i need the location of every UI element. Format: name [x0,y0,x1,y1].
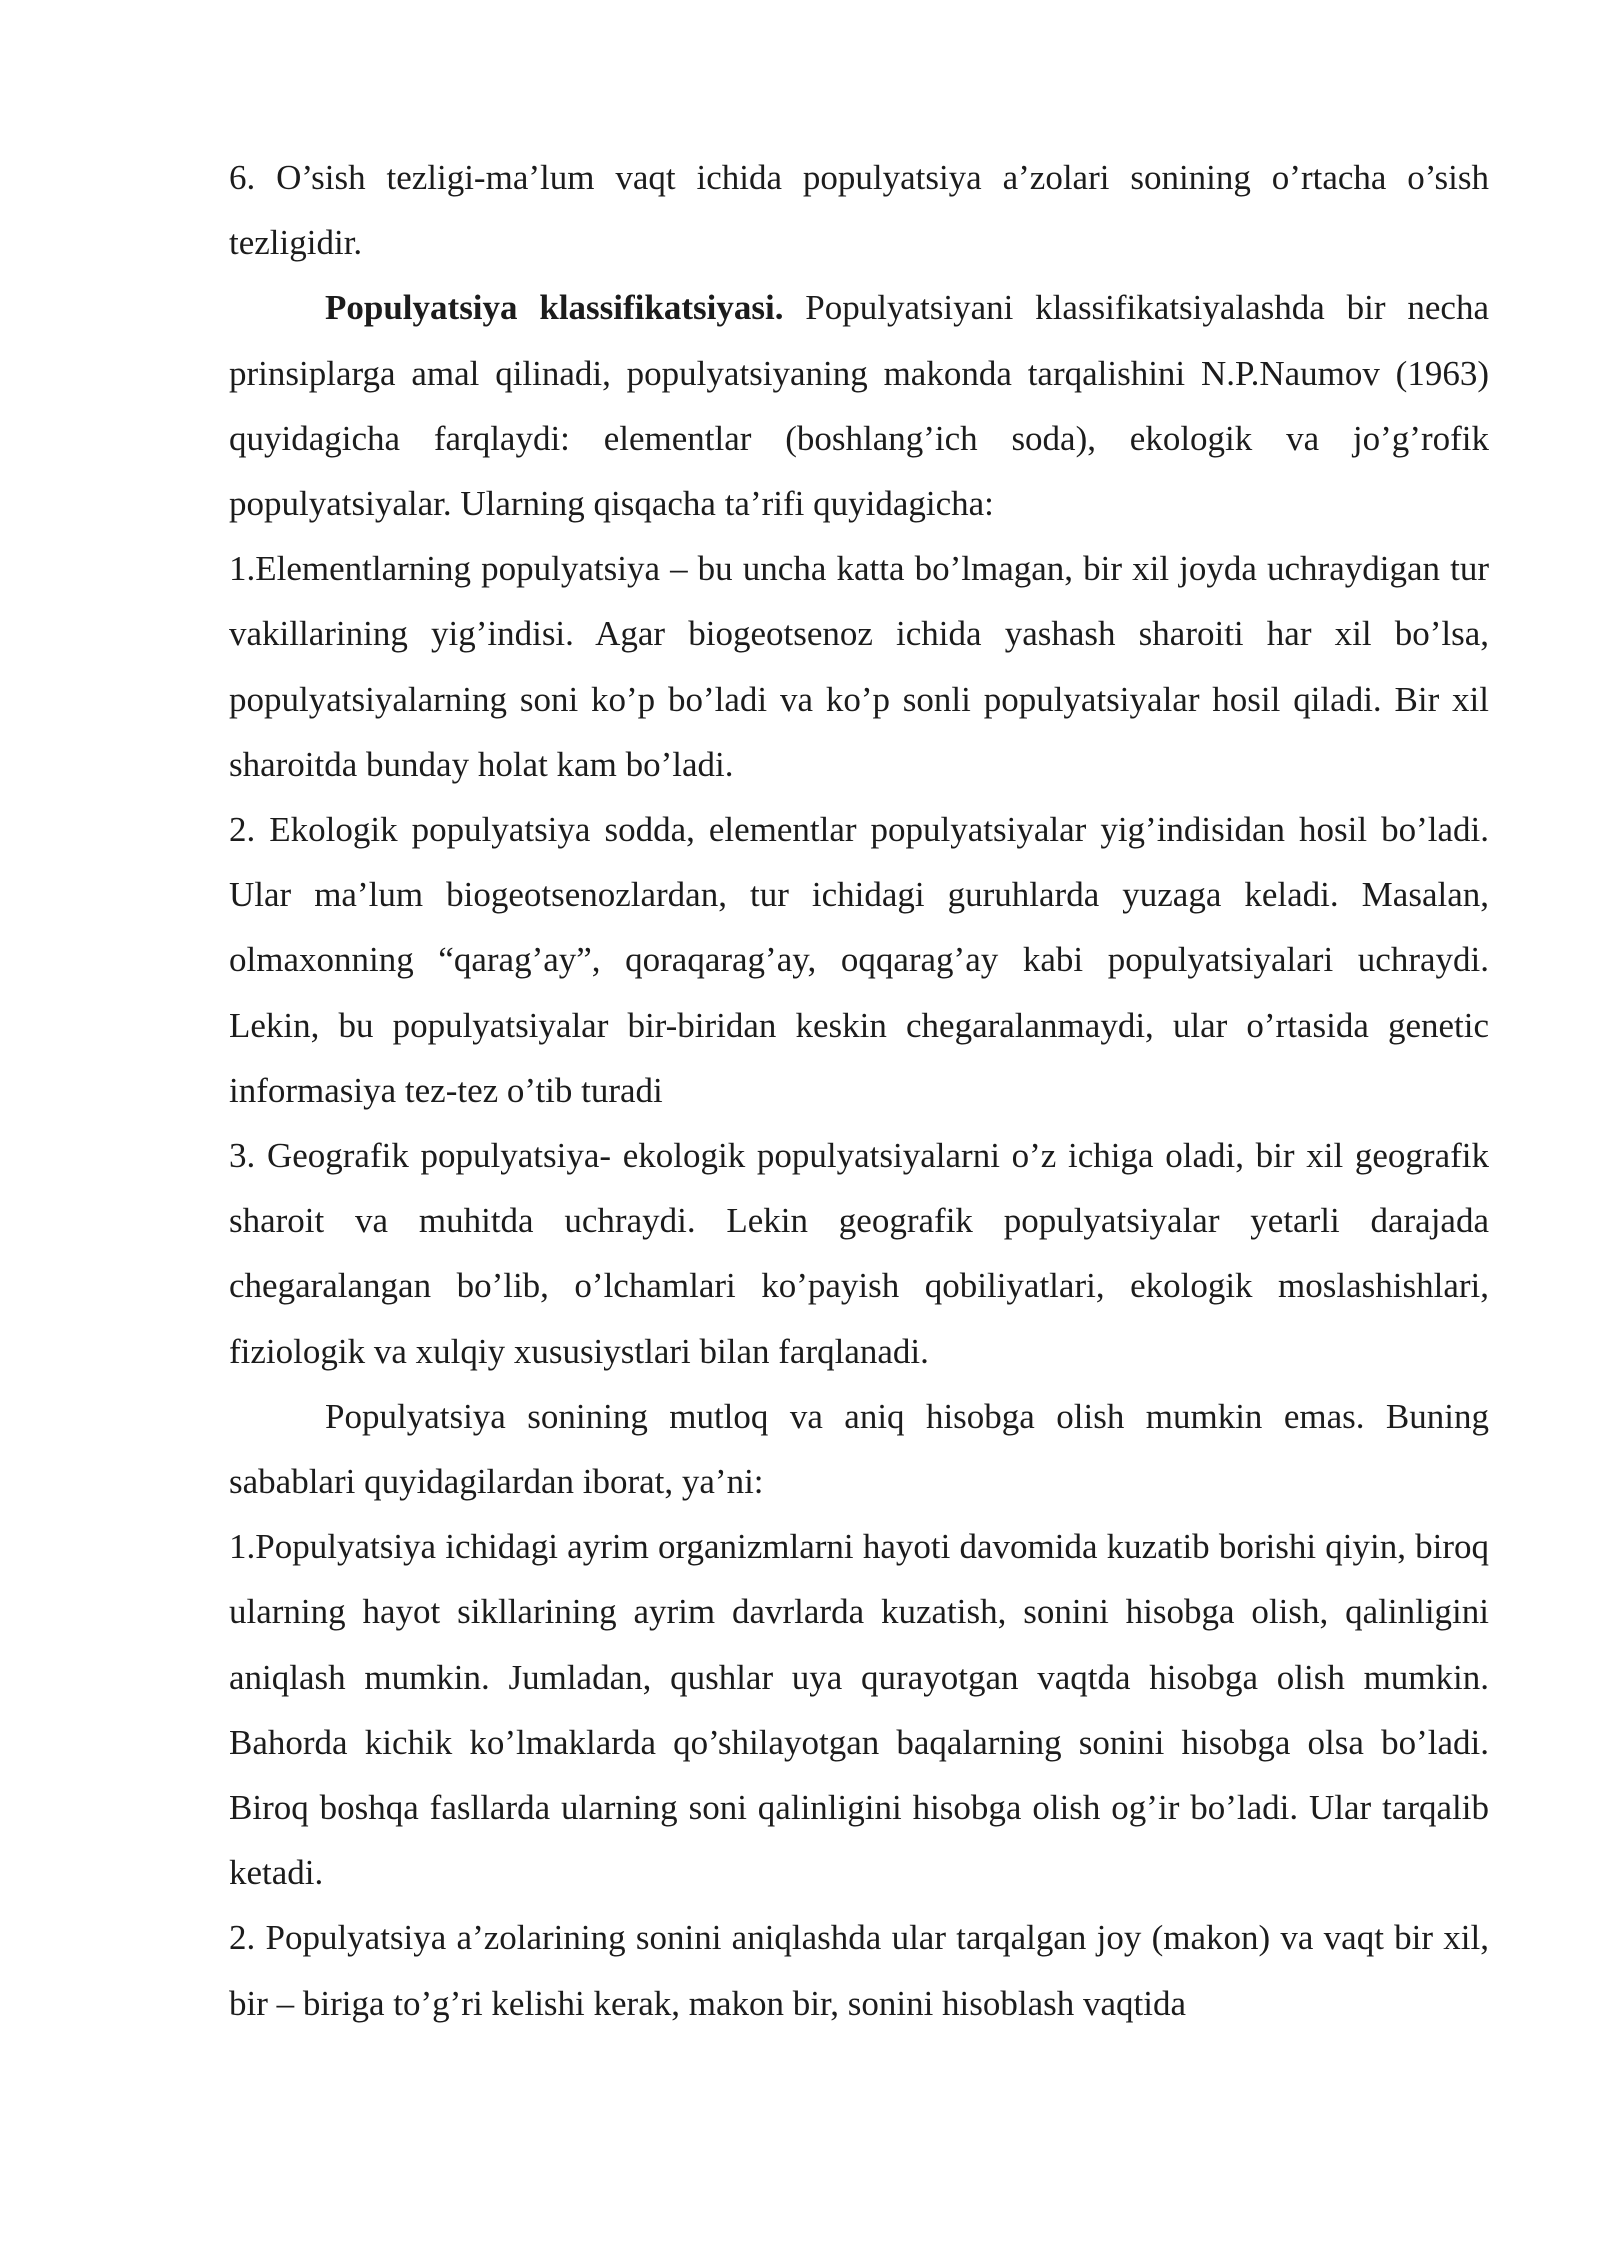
paragraph-text: Populyatsiyani klassifikatsiyalashda bir necha prinsiplarga amal qilinadi, populyatsiyaning makonda tarqalishini N.P.Naumov (1963) quyidagicha farqlaydi: elementlar (boshlang’ich soda), ekologik va jo’g’rofik populyatsiyalar. Ularning qisqacha ta’rifi quyidagicha: [229,288,1489,524]
paragraph-text: 2. Populyatsiya a’zolarining sonini aniqlashda ular tarqalgan joy (makon) va vaqt bir xil, bir – biriga to’g’ri kelishi kerak, makon bir, sonini hisoblash vaqtida [229,1918,1489,2023]
paragraph-population-count [229,1384,1489,1514]
document-page [229,145,1489,2036]
paragraph-growth-rate [229,145,1489,275]
paragraph-text: 1.Elementlarning populyatsiya – bu uncha katta bo’lmagan, bir xil joyda uchraydigan tur vakillarining yig’indisi. Agar biogeotsenoz ichida yashash sharoiti har xil bo’lsa, populyatsiyalarning soni ko’p bo’ladi va ko’p sonli populyatsiyalar hosil qiladi. Bir xil sharoitda bunday holat kam bo’ladi. [229,549,1489,784]
paragraph-text: 6. O’sish tezligi-ma’lum vaqt ichida populyatsiya a’zolari sonining o’rtacha o’sish tezligidir. [229,158,1489,263]
paragraph-elementary-population [229,536,1489,797]
paragraph-geographic-population [229,1123,1489,1384]
section-heading: Populyatsiya klassifikatsiyasi. [325,288,784,328]
paragraph-text: 2. Ekologik populyatsiya sodda, elementlar populyatsiyalar yig’indisidan hosil bo’ladi. Ular ma’lum biogeotsenozlardan, tur ichidagi guruhlarda yuzaga keladi. Masalan, olmaxonning “qarag’ay”, qoraqarag’ay, oqqarag’ay kabi populyatsiyalari uchraydi. Lekin, bu populyatsiyalar bir-biridan keskin chegaralanmaydi, ular o’rtasida genetic informasiya tez-tez o’tib turadi [229,810,1489,1110]
paragraph-text: 3. Geografik populyatsiya- ekologik populyatsiyalarni o’z ichiga oladi, bir xil geografik sharoit va muhitda uchraydi. Lekin geografik populyatsiyalar yetarli darajada chegaralangan bo’lib, o’lchamlari ko’payish qobiliyatlari, ekologik moslashishlari, fiziologik va xulqiy xususiystlari bilan farqlanadi. [229,1136,1489,1371]
paragraph-text: 1.Populyatsiya ichidagi ayrim organizmlarni hayoti davomida kuzatib borishi qiyin, biroq ularning hayot sikllarining ayrim davrlarda kuzatish, sonini hisobga olish, qalinligini aniqlash mumkin. Jumladan, qushlar uya qurayotgan vaqtda hisobga olish mumkin. Bahorda kichik ko’lmaklarda qo’shilayotgan baqalarning sonini hisobga olsa bo’ladi. Biroq boshqa fasllarda ularning soni qalinligini hisobga olish og’ir bo’ladi. Ular tarqalib ketadi. [229,1527,1489,1893]
paragraph-text: Populyatsiya sonining mutloq va aniq hisobga olish mumkin emas. Buning sabablari quyidagilardan iborat, ya’ni: [229,1396,1489,1502]
paragraph-reason-1 [229,1514,1489,1905]
paragraph-ecological-population [229,797,1489,1123]
paragraph-reason-2 [229,1905,1489,2035]
paragraph-classification [229,275,1489,536]
